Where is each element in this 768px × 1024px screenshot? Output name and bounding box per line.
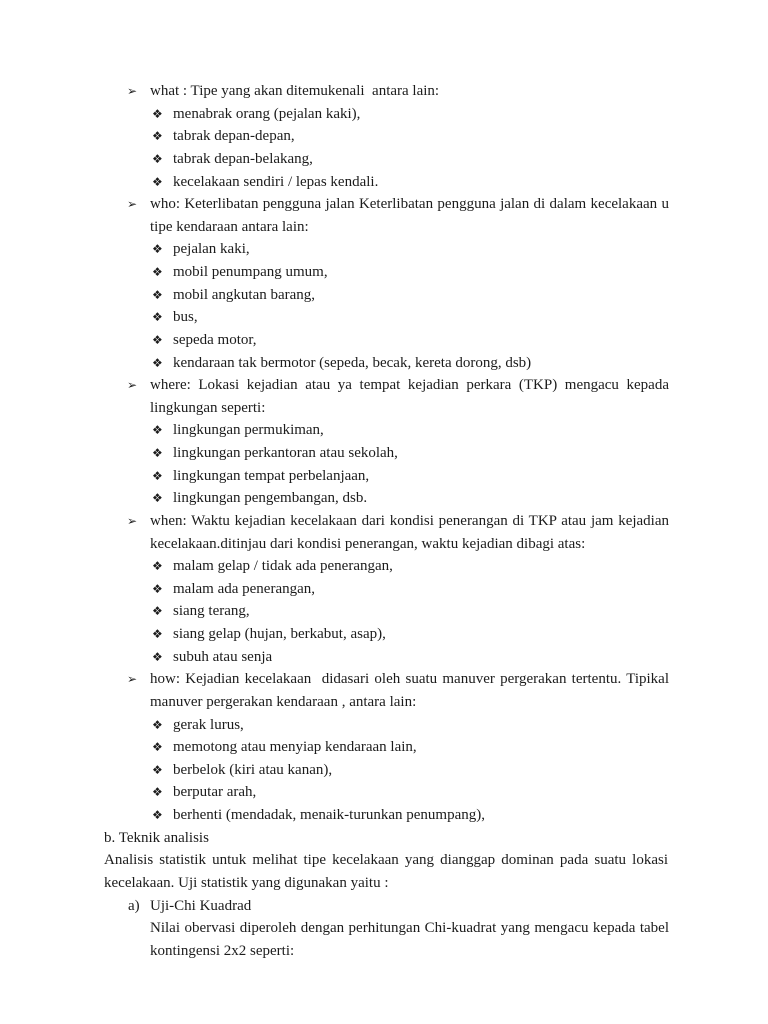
section-heading-text: when: Waktu kejadian kecelakaan dari kondisi penerangan di TKP atau jam kejadian — [150, 512, 669, 529]
list-item-text: lingkungan permukiman, — [173, 422, 324, 439]
list-item-text: berhenti (mendadak, menaik-turunkan penumpang), — [173, 807, 485, 823]
list-item — [0, 759, 768, 782]
list-item-text: siang terang, — [173, 603, 250, 620]
analysis-paragraph-line — [0, 872, 768, 895]
diamond-bullet-icon: ❖ — [152, 491, 163, 506]
section-heading — [0, 510, 768, 533]
section-what — [0, 80, 768, 193]
list-item — [0, 419, 768, 442]
list-item — [0, 238, 768, 261]
diamond-bullet-icon: ❖ — [152, 242, 163, 257]
diamond-bullet-icon: ❖ — [152, 265, 163, 279]
section-heading-continuation — [0, 216, 768, 239]
list-item-text: menabrak orang (pejalan kaki), — [173, 105, 361, 122]
diamond-bullet-icon: ❖ — [152, 468, 163, 483]
diamond-bullet-icon: ❖ — [152, 446, 163, 460]
analysis-heading — [0, 827, 768, 850]
list-item — [0, 487, 768, 510]
section-heading-continuation — [0, 533, 768, 556]
section-heading — [0, 80, 768, 103]
section-heading-continuation — [0, 397, 768, 420]
list-item — [0, 125, 768, 148]
diamond-bullet-icon: ❖ — [152, 740, 163, 755]
diamond-bullet-icon: ❖ — [152, 423, 163, 438]
list-item — [0, 465, 768, 488]
list-item — [0, 804, 768, 827]
paragraph-text: kontingensi 2x2 seperti: — [150, 942, 295, 959]
list-item — [0, 284, 768, 307]
arrowhead-bullet-icon: ➢ — [127, 197, 138, 212]
list-item-text: lingkungan perkantoran atau sekolah, — [173, 445, 398, 461]
list-item-text: berputar arah, — [173, 784, 257, 801]
section-heading-text: kecelakaan.ditinjau dari kondisi penerangan, waktu kejadian dibagi atas: — [150, 535, 586, 552]
diamond-bullet-icon: ❖ — [152, 355, 163, 370]
list-item — [0, 646, 768, 669]
list-item — [0, 329, 768, 352]
list-item-text: kecelakaan sendiri / lepas kendali. — [173, 173, 379, 190]
list-item-text: gerak lurus, — [173, 716, 244, 733]
analysis-heading-text: b. Teknik analisis — [104, 829, 209, 846]
diamond-bullet-icon: ❖ — [152, 559, 163, 574]
list-item-text: malam ada penerangan, — [173, 580, 316, 597]
list-item-text: malam gelap / tidak ada penerangan, — [173, 558, 393, 575]
list-item — [0, 736, 768, 759]
list-item — [0, 442, 768, 465]
diamond-bullet-icon: ❖ — [152, 174, 163, 189]
list-item — [0, 623, 768, 646]
list-item-text: bus, — [173, 309, 198, 326]
list-item-text: pejalan kaki, — [173, 241, 250, 258]
list-item — [0, 103, 768, 126]
list-item-text: lingkungan pengembangan, dsb. — [173, 490, 368, 507]
diamond-bullet-icon: ❖ — [152, 287, 163, 302]
section-heading — [0, 374, 768, 397]
list-item-text: mobil penumpang umum, — [173, 264, 328, 280]
diamond-bullet-icon: ❖ — [152, 649, 163, 664]
diamond-bullet-icon: ❖ — [152, 627, 163, 641]
section-heading-text: what : Tipe yang akan ditemukenali antara lain: — [150, 83, 440, 99]
analysis-section — [0, 827, 768, 963]
list-item — [0, 555, 768, 578]
section-heading — [0, 193, 768, 216]
section-where — [0, 374, 768, 510]
section-how — [0, 668, 768, 826]
list-item — [0, 600, 768, 623]
list-item-text: mobil angkutan barang, — [173, 286, 316, 303]
arrowhead-bullet-icon: ➢ — [127, 84, 138, 98]
diamond-bullet-icon: ❖ — [152, 332, 163, 347]
arrowhead-bullet-icon: ➢ — [127, 378, 138, 393]
subsection-paragraph-line — [0, 940, 768, 963]
list-item-text: sepeda motor, — [173, 331, 257, 348]
list-item — [0, 781, 768, 804]
diamond-bullet-icon: ❖ — [152, 808, 163, 822]
list-item-text: memotong atau menyiap kendaraan lain, — [173, 739, 417, 756]
diamond-bullet-icon: ❖ — [152, 604, 163, 619]
list-item-text: subuh atau senja — [173, 648, 273, 665]
subsection-marker: a) — [128, 897, 140, 914]
diamond-bullet-icon: ❖ — [152, 762, 163, 777]
section-heading-text: where: Lokasi kejadian atau ya tempat kejadian perkara (TKP) mengacu kepada — [150, 377, 669, 394]
paragraph-text: Nilai obervasi diperoleh dengan perhitungan Chi-kuadrat yang mengacu kepada tabel — [150, 920, 669, 937]
list-item — [0, 352, 768, 375]
paragraph-text: Analisis statistik untuk melihat tipe kecelakaan yang dianggap dominan pada suatu lokasi — [104, 852, 668, 869]
arrowhead-bullet-icon: ➢ — [127, 513, 138, 528]
diamond-bullet-icon: ❖ — [152, 717, 163, 732]
section-heading-text: who: Keterlibatan pengguna jalan Keterlibatan pengguna jalan di dalam kecelakaan u — [150, 196, 669, 213]
subsection-paragraph-line — [0, 917, 768, 940]
list-item-text: lingkungan tempat perbelanjaan, — [173, 467, 370, 484]
section-when — [0, 510, 768, 668]
section-heading-text: manuver pergerakan kendaraan , antara lain: — [150, 693, 417, 710]
list-item-text: siang gelap (hujan, berkabut, asap), — [173, 626, 386, 642]
diamond-bullet-icon: ❖ — [152, 581, 163, 596]
list-item-text: tabrak depan-belakang, — [173, 150, 313, 167]
section-heading — [0, 668, 768, 691]
list-item — [0, 714, 768, 737]
list-item-text: berbelok (kiri atau kanan), — [173, 761, 333, 778]
diamond-bullet-icon: ❖ — [152, 310, 163, 325]
subsection-heading — [0, 895, 768, 918]
section-heading-continuation — [0, 691, 768, 714]
diamond-bullet-icon: ❖ — [152, 151, 163, 166]
analysis-paragraph-line — [0, 849, 768, 872]
diamond-bullet-icon: ❖ — [152, 129, 163, 144]
section-heading-text: lingkungan seperti: — [150, 399, 266, 416]
list-item-text: tabrak depan-depan, — [173, 128, 295, 145]
subsection-title: Uji-Chi Kuadrad — [150, 897, 252, 914]
paragraph-text: kecelakaan. Uji statistik yang digunakan yaitu : — [104, 874, 389, 891]
section-who — [0, 193, 768, 374]
diamond-bullet-icon: ❖ — [152, 106, 163, 121]
list-item — [0, 306, 768, 329]
list-item — [0, 148, 768, 171]
section-heading-text: tipe kendaraan antara lain: — [150, 218, 309, 235]
list-item — [0, 171, 768, 194]
diamond-bullet-icon: ❖ — [152, 785, 163, 800]
arrowhead-bullet-icon: ➢ — [127, 672, 138, 687]
section-heading-text: how: Kejadian kecelakaan didasari oleh suatu manuver pergerakan tertentu. Tipikal — [150, 671, 669, 688]
list-item — [0, 261, 768, 284]
list-item — [0, 578, 768, 601]
list-item-text: kendaraan tak bermotor (sepeda, becak, kereta dorong, dsb) — [173, 354, 532, 371]
